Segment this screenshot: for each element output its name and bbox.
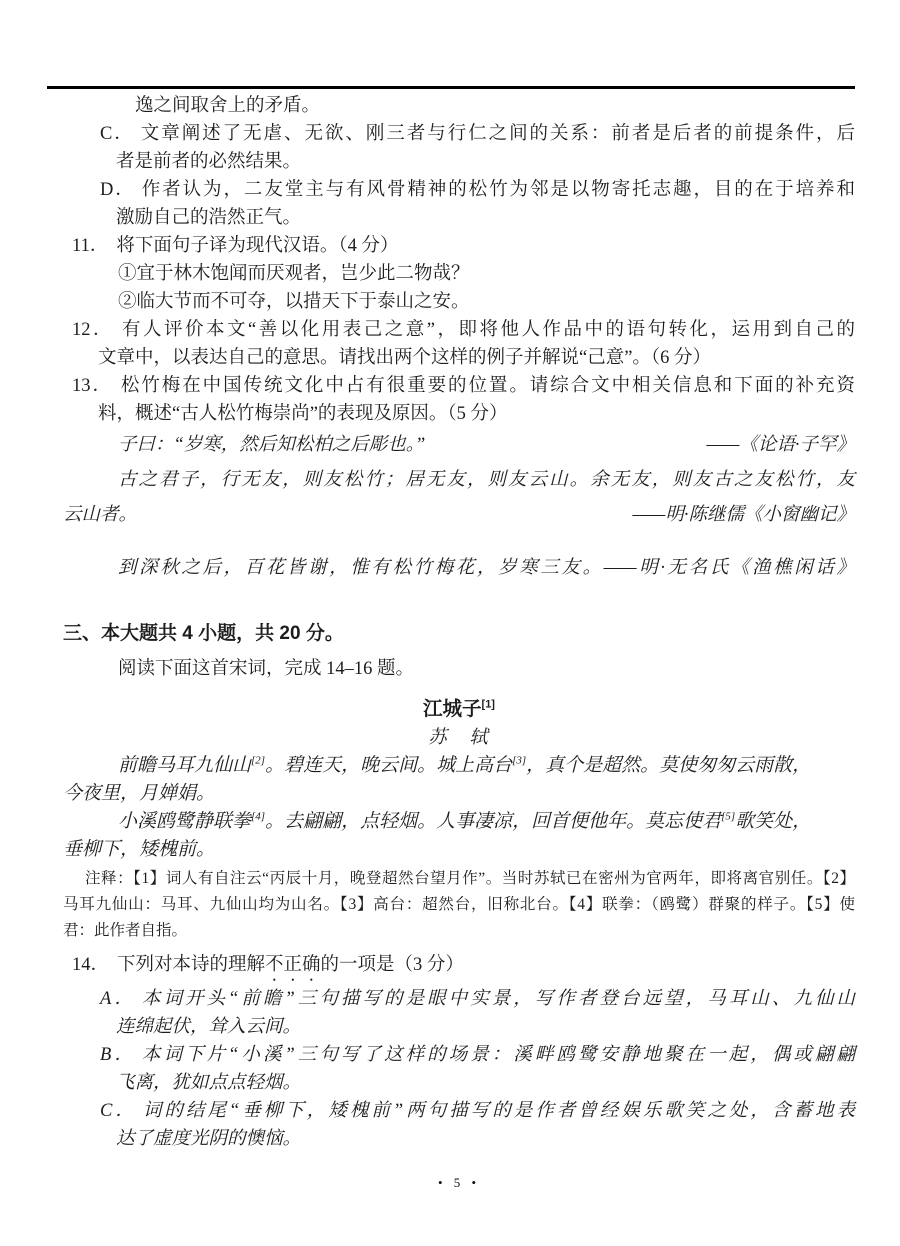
poem-stanza2-line1: [63, 808, 855, 836]
footnote-marker: [3]: [512, 754, 527, 767]
prev-option-c-line1: [63, 120, 855, 148]
question-13-line2: 料，概述“古人松竹梅崇尚”的表现及原因。（5 分）: [98, 404, 508, 424]
q14-option-c-line2: 达了虚度光阴的懊恼。: [116, 1129, 302, 1149]
poem-text: ，真个是超然。莫使匆匆云雨散，: [526, 755, 812, 776]
option-text: 词的结尾“垂柳下，矮槐前”两句描写的是作者曾经娱乐歌笑之处，含蓄地表: [142, 1101, 855, 1121]
footnote-line: 君：此作者自指。: [63, 922, 188, 939]
option-label: C．: [100, 124, 135, 144]
poem-text: 前瞻马耳九仙山: [118, 755, 252, 776]
quote-text: 云山者。: [63, 505, 138, 525]
poem-stanza1-line1: [63, 752, 855, 780]
poem-title-footnote-marker: [1]: [481, 698, 495, 711]
footnote-marker: [4]: [251, 810, 266, 823]
footnote-line: 注释：【1】词人有自注云“丙辰十月，晚登超然台望月作”。当时苏轼已在密州为官两年，即将离官别任。【2】: [85, 870, 855, 887]
poem-stanza1-line2: 今夜里，月婵娟。: [63, 783, 216, 804]
option-text: 文章阐述了无虐、无欲、刚三者与行仁之间的关系：前者是后者的前提条件，后: [140, 124, 855, 144]
prev-option-d-line2: 激励自己的浩然正气。: [116, 208, 302, 228]
poem-title-text: 江城子: [423, 698, 482, 720]
question-text: 下列对本诗的理解: [117, 955, 266, 975]
option-label: B．: [100, 1045, 136, 1065]
quote-chenjiru-line1: 古之君子，行无友，则友松竹；居无友，则友云山。余无友，则友古之友松竹，友: [118, 470, 855, 490]
q14-option-c-line1: [63, 1097, 855, 1125]
q14-option-a-line2: 连绵起伏，耸入云间。: [116, 1017, 302, 1037]
footnote-marker: [5]: [721, 810, 736, 823]
option-label: A．: [100, 989, 136, 1009]
section-heading: 三、本大题共 4 小题，共 20 分。: [63, 623, 344, 644]
option-label: C．: [100, 1101, 137, 1121]
poem-title: [63, 694, 855, 724]
q14-option-b-line1: [63, 1041, 855, 1069]
question-11-item2: ②临大节而不可夺，以措天下于泰山之安。: [118, 292, 470, 312]
poem-footnotes: [63, 866, 855, 944]
question-14-stem: [63, 950, 855, 985]
quote-source: ——《论语·子罕》: [706, 435, 855, 455]
question-13-line1: [63, 372, 855, 400]
poem-stanza2-line2: 垂柳下，矮槐前。: [63, 839, 216, 860]
question-number: 14．: [72, 955, 110, 975]
question-11-item1: ①宜于林木饱闻而厌观者，岂少此二物哉？: [118, 264, 470, 284]
question-11-stem: [63, 232, 855, 260]
option-text: 作者认为，二友堂主与有风骨精神的松竹为邻是以物寄托志趣，目的在于培养和: [141, 180, 855, 200]
question-number: 12．: [72, 320, 115, 340]
carryover-line: 逸之间取舍上的矛盾。: [135, 96, 321, 116]
question-text: 的一项是（3 分）: [320, 955, 464, 975]
footnote-marker: [2]: [251, 754, 266, 767]
question-12-line2: 文章中，以表达自己的意思。请找出两个这样的例子并解说“己意”。（6 分）: [98, 348, 712, 368]
question-12-line1: [63, 316, 855, 344]
poem-author: 苏 轼: [428, 728, 490, 748]
q14-option-b-line2: 飞离，犹如点点轻烟。: [116, 1073, 302, 1093]
prev-option-d-line1: [63, 176, 855, 204]
option-text: 本词下片“小溪”三句写了这样的场景：溪畔鸥鹭安静地聚在一起，偶或翩翩: [141, 1045, 855, 1065]
prev-option-c-line2: 者是前者的必然结果。: [116, 152, 302, 172]
question-number: 11．: [72, 236, 109, 256]
poem-text: 。去翩翩，点轻烟。人事凄凉，回首便他年。莫忘使君: [265, 811, 722, 832]
footnote-line: 马耳九仙山：马耳、九仙山均为山名。【3】高台：超然台，旧称北台。【4】联拳：（鸥鹭）群聚的样子。【5】使: [63, 896, 855, 913]
option-label: D．: [100, 180, 136, 200]
emphasized-text: 不正确: [265, 955, 321, 975]
page-content: [63, 92, 855, 1191]
page-number: • 5 •: [437, 1175, 481, 1190]
option-text: 本词开头“前瞻”三句描写的是眼中实景，写作者登台远望，马耳山、九仙山: [141, 989, 855, 1009]
question-text: 松竹梅在中国传统文化中占有很重要的位置。请综合文中相关信息和下面的补充资: [120, 376, 855, 396]
question-text: 有人评价本文“善以化用表己之意”，即将他人作品中的语句转化，运用到自己的: [122, 320, 855, 340]
q14-option-a-line1: [63, 985, 855, 1013]
poem-text: 。碧连天，晚云间。城上高台: [265, 755, 513, 776]
question-text: 将下面句子译为现代汉语。（4 分）: [116, 236, 399, 256]
header-rule: [47, 86, 855, 89]
question-number: 13．: [72, 376, 113, 396]
quote-text: 子曰：“岁寒，然后知松柏之后彫也。”: [118, 435, 426, 455]
poem-text: 歌笑处，: [735, 811, 812, 832]
quote-yuqiao: 到深秋之后，百花皆谢，惟有松竹梅花，岁寒三友。——明·无名氏《渔樵闲话》: [118, 558, 855, 578]
quote-analects: [63, 428, 855, 463]
quote-source: ——明·陈继儒《小窗幽记》: [632, 505, 855, 525]
quote-chenjiru-line2: [63, 498, 855, 533]
section-intro: 阅读下面这首宋词，完成 14–16 题。: [118, 659, 415, 679]
poem-text: 小溪鸥鹭静联拳: [118, 811, 252, 832]
